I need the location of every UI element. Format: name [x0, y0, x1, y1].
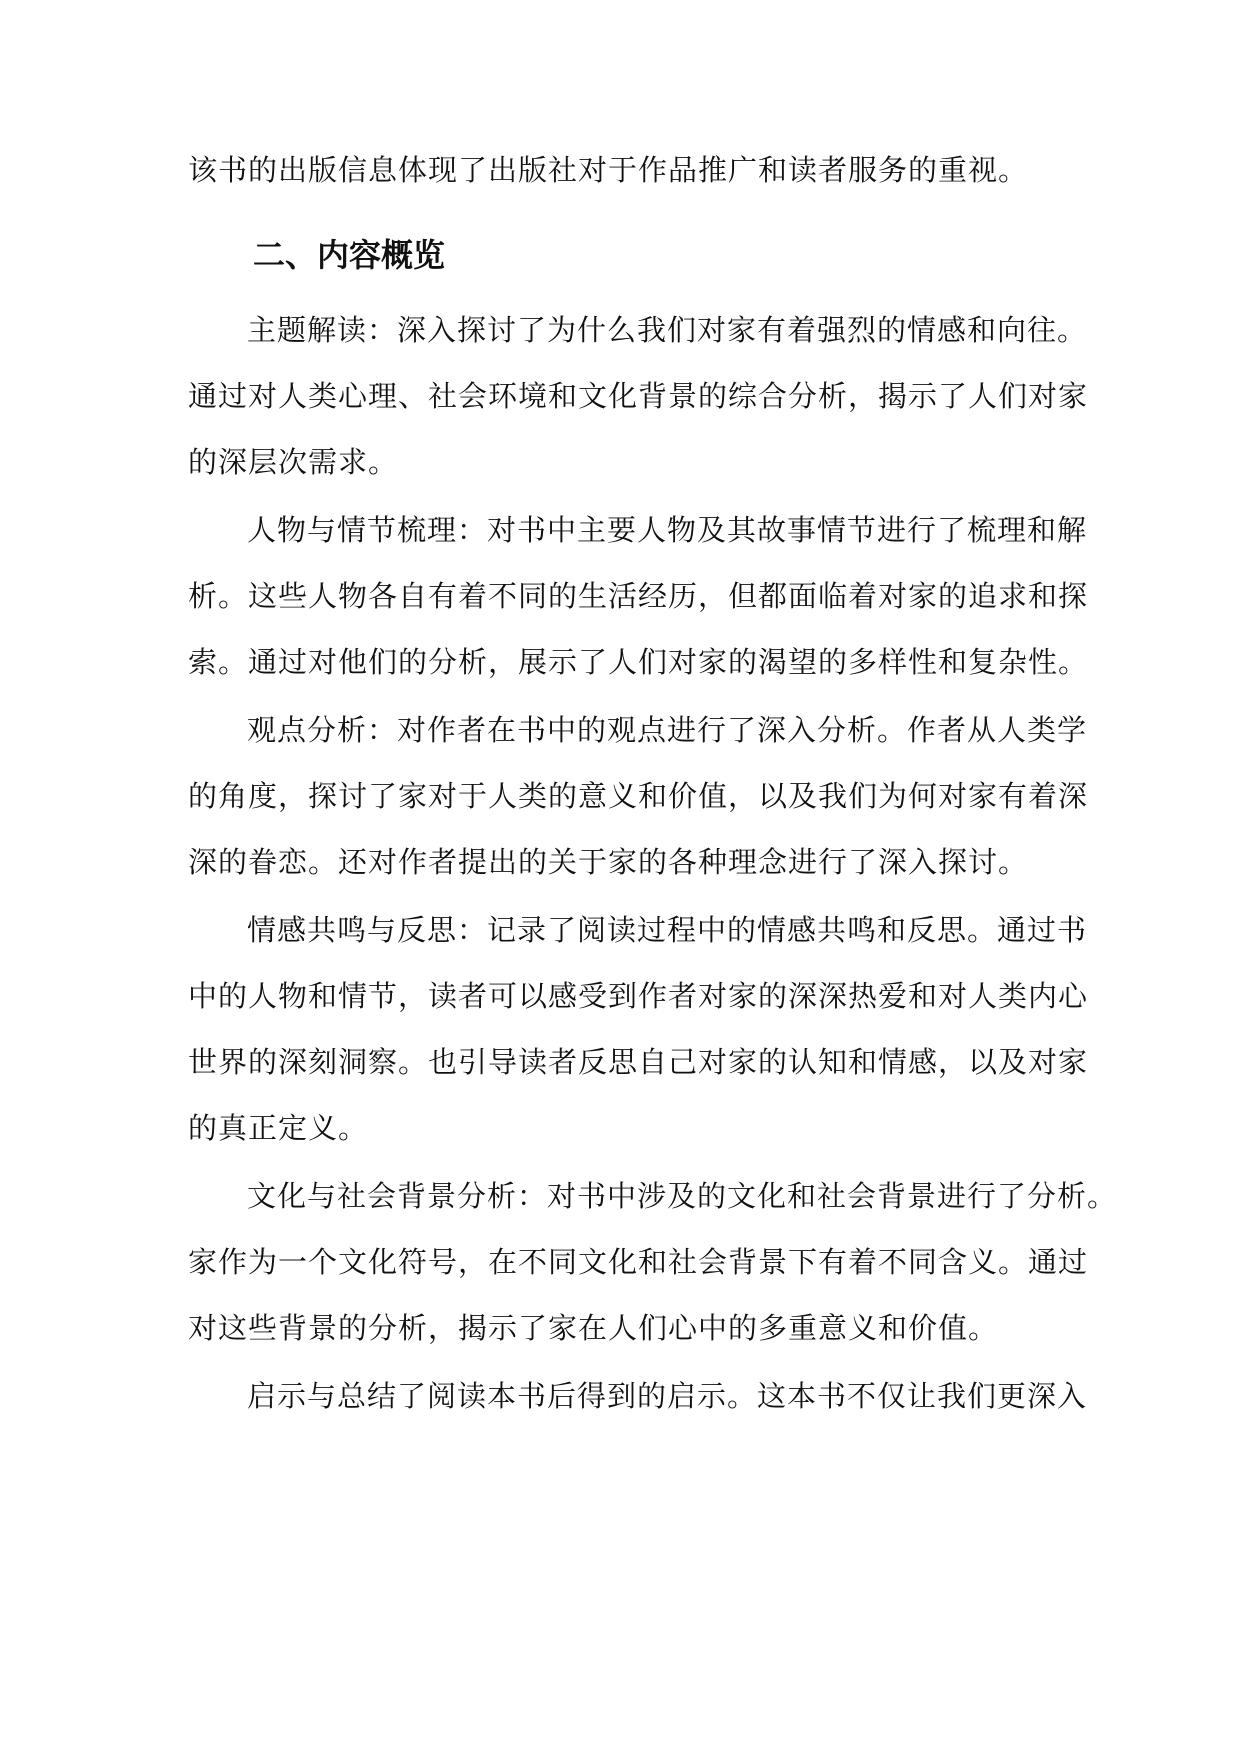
- section-heading: 二、内容概览: [253, 236, 446, 274]
- paragraph-2-line-3: 索。通过对他们的分析，展示了人们对家的渴望的多样性和复杂性。: [188, 645, 1089, 679]
- paragraph-4-line-2: 中的人物和情节，读者可以感受到作者对家的深深热爱和对人类内心: [188, 979, 1089, 1013]
- paragraph-2-line-1: 人物与情节梳理：对书中主要人物及其故事情节进行了梳理和解: [247, 513, 1088, 547]
- paragraph-4-line-1: 情感共鸣与反思：记录了阅读过程中的情感共鸣和反思。通过书: [247, 913, 1088, 947]
- paragraph-3-line-2: 的角度，探讨了家对于人类的意义和价值，以及我们为何对家有着深: [188, 779, 1089, 813]
- paragraph-5-line-1: 文化与社会背景分析：对书中涉及的文化和社会背景进行了分析。: [247, 1179, 1118, 1213]
- paragraph-5-line-2: 家作为一个文化符号，在不同文化和社会背景下有着不同含义。通过: [188, 1245, 1089, 1279]
- paragraph-1-line-3: 的深层次需求。: [188, 445, 399, 479]
- paragraph-6-line-1: 启示与总结了阅读本书后得到的启示。这本书不仅让我们更深入: [247, 1379, 1088, 1413]
- paragraph-1-line-1: 主题解读：深入探讨了为什么我们对家有着强烈的情感和向往。: [247, 313, 1088, 347]
- intro-text-line: 该书的出版信息体现了出版社对于作品推广和读者服务的重视。: [188, 153, 1029, 187]
- paragraph-4-line-3: 世界的深刻洞察。也引导读者反思自己对家的认知和情感，以及对家: [188, 1045, 1089, 1079]
- paragraph-5-line-3: 对这些背景的分析，揭示了家在人们心中的多重意义和价值。: [188, 1311, 999, 1345]
- paragraph-2-line-2: 析。这些人物各自有着不同的生活经历，但都面临着对家的追求和探: [188, 579, 1089, 613]
- paragraph-3-line-1: 观点分析：对作者在书中的观点进行了深入分析。作者从人类学: [247, 713, 1088, 747]
- paragraph-1-line-2: 通过对人类心理、社会环境和文化背景的综合分析，揭示了人们对家: [188, 379, 1089, 413]
- paragraph-3-line-3: 深的眷恋。还对作者提出的关于家的各种理念进行了深入探讨。: [188, 845, 1029, 879]
- paragraph-4-line-4: 的真正定义。: [188, 1111, 369, 1145]
